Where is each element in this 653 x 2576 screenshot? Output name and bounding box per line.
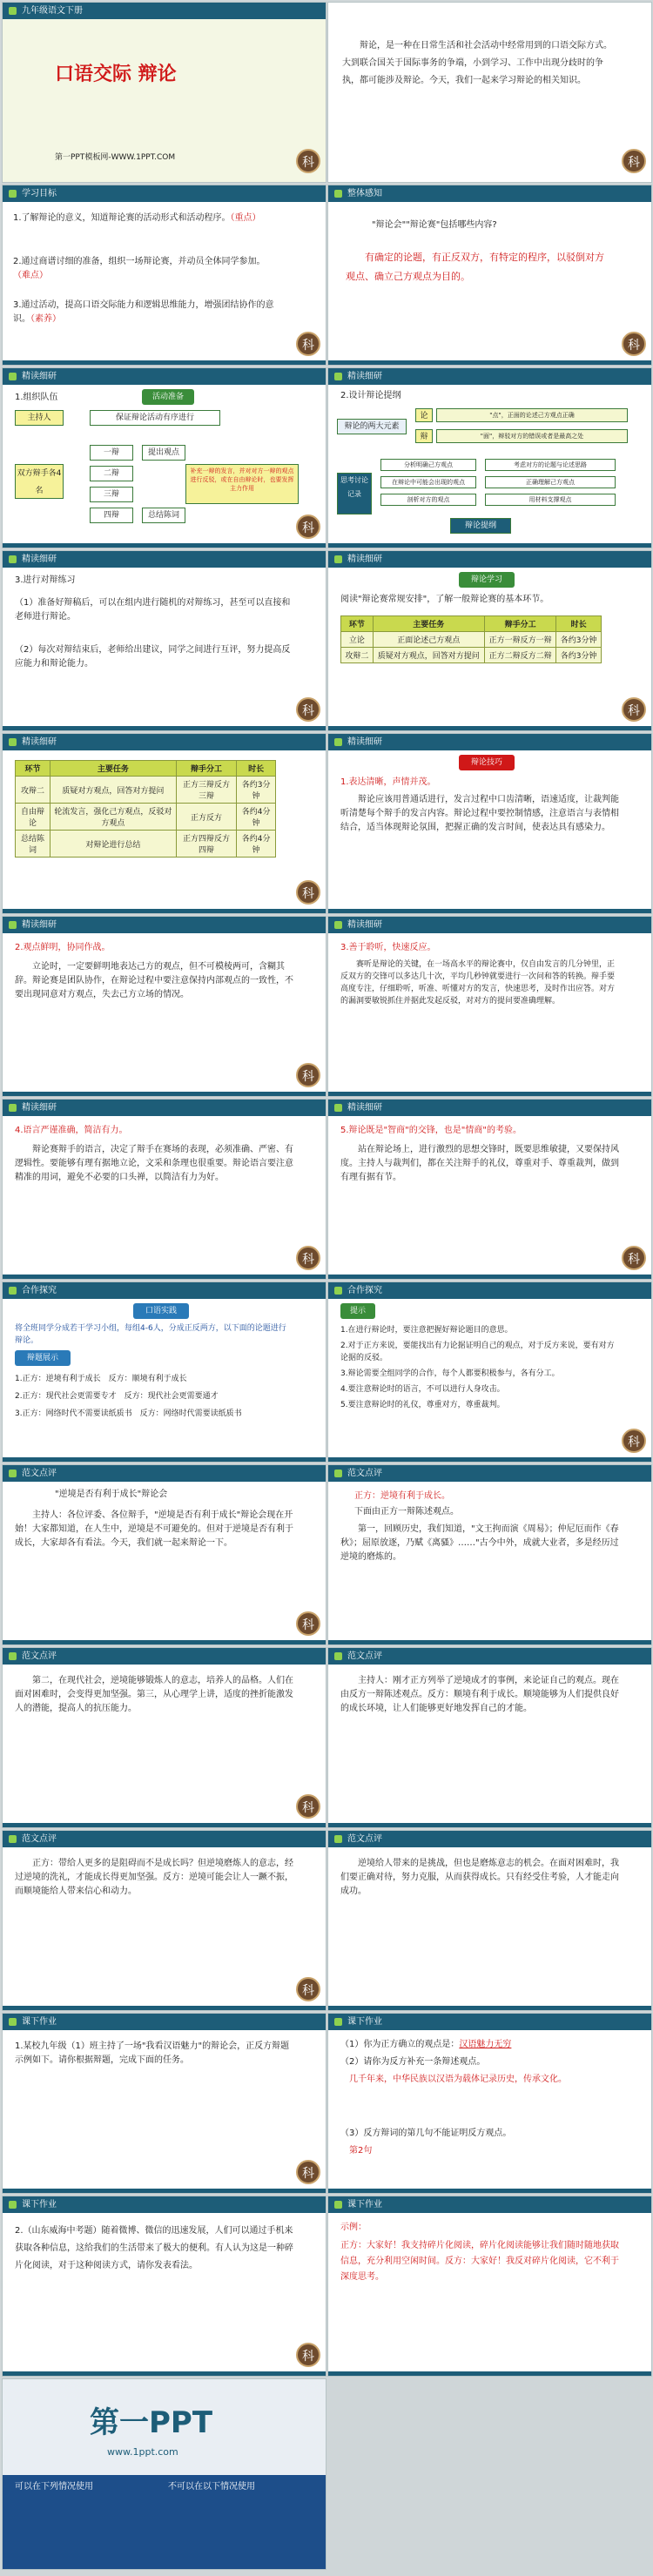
col-header: 主要任务: [50, 761, 177, 777]
hw-q3: （3）反方辩词的第几句不能证明反方观点。: [340, 2129, 512, 2138]
explore-intro: 将全班同学分成若干学习小组，每组4-6人，分成正反两方，以下面的论题进行辩论。: [15, 1324, 286, 1345]
skill-text: 立论时，一定要鲜明地表达己方的观点，但不可模棱两可，含糊其辞。辩论赛是团队协作，在辩论过程中要注意保持内部观点的一致性，不要出现同意对方观点，失去己方立场的情况。: [15, 962, 293, 999]
hw-a2: 几千年来，中华民族以汉语为载体记录历史，传承文化。: [349, 2075, 567, 2084]
slide-header: 精读细研: [328, 1100, 651, 1116]
seal-icon: 科: [296, 2343, 320, 2367]
site-url: 第一PPT模板网-WWW.1PPT.COM: [55, 153, 176, 162]
col-header: 环节: [341, 616, 374, 632]
tips-tag: 提示: [340, 1303, 375, 1319]
example-text: 第二，在现代社会，逆境能够锻炼人的意志，培养人的品格。人们在面对困难时，会变得更加坚强。第三，从心理学上讲，适度的挫折能激发人的潜能，提高人的抗压能力。: [15, 1676, 293, 1713]
slide-rules-2[interactable]: [2, 733, 326, 914]
overview-answer: 有确定的论题，有正反双方，有特定的程序，以驳倒对方观点、确立己方观点为目的。: [346, 252, 604, 282]
slide-header: 范文点评: [3, 1465, 326, 1482]
table-row: [341, 648, 602, 663]
table-cell: 自由辩论: [16, 804, 50, 831]
r2-desc: "面"，辩驳对方的错误或者是最高之处: [436, 429, 628, 443]
slide-header: 范文点评: [328, 1465, 651, 1482]
section-tag: 口语实践: [133, 1303, 189, 1319]
skill-title: 3.善于聆听，快速反应。: [340, 943, 436, 952]
table-cell: 质疑对方观点，回答对方提问: [50, 777, 177, 804]
section-title: 1.组织队伍: [15, 393, 58, 402]
slide-header: 精读细研: [328, 368, 651, 385]
example-pro: 正方：逆境有利于成长。: [354, 1491, 450, 1501]
debater-4: 四辩: [90, 508, 133, 523]
slide-goals[interactable]: [2, 185, 326, 366]
hw-q2: （2）请你为反方补充一条辩述观点。: [340, 2057, 486, 2067]
tip-5: 5.要注意辩论时的礼仪，尊重对方，尊重裁判。: [340, 1401, 505, 1409]
l5-box: 剖析对方的观点: [380, 494, 476, 506]
col-header: 主要任务: [373, 616, 484, 632]
debater-1: 一辩: [90, 445, 133, 461]
table-cell: 对辩论进行总结: [50, 831, 177, 858]
seal-icon: 科: [296, 149, 320, 173]
slide-header: 整体感知: [328, 185, 651, 202]
slide-example-6[interactable]: [327, 1830, 652, 2011]
col-header: 辩手分工: [176, 761, 236, 777]
slide-footer-bar: [3, 543, 326, 548]
l3-box: 在辩论中可能会出现的观点: [380, 476, 476, 488]
table-row: [16, 804, 276, 831]
example-text: 逆境给人带来的是挑战，但也是磨炼意志的机会。在面对困难时，我们要正确对待，努力克服，从而获得成长。只有经受住考验，人才能走向成功。: [340, 1859, 619, 1896]
goal-3: 3.通过活动，提高口语交际能力和逻辑思维能力，增强团结协作的意识。（素养）: [13, 300, 274, 324]
example-text: 主持人：各位评委、各位辩手，"逆境是否有利于成长"辩论会现在开始！大家都知道，在人生中，逆境是不可避免的。但对于逆境是否有利于成长，大家却各有看法。今天，我们就一起来辩论一下。: [15, 1510, 293, 1548]
slide-footer-bar: [328, 1640, 651, 1644]
seal-icon: 科: [622, 149, 646, 173]
homework-text: 1.某校九年级（1）班主持了一场"我看汉语魅力"的辩论会，正反方辩题示例如下。请你根据辩题，完成下面的任务。: [15, 2041, 290, 2065]
slide-header: 精读细研: [328, 734, 651, 750]
slide-brand[interactable]: [2, 2378, 326, 2570]
slide-homework-2[interactable]: [327, 2013, 652, 2194]
table-cell: 正方一辩反方一辩: [484, 632, 555, 648]
debate-topic-1: 1.正方：逆境有利于成长 反方：顺境有利于成长: [15, 1375, 187, 1383]
hw-a3: 第2句: [349, 2146, 373, 2156]
section-title: 2.设计辩论提纲: [340, 391, 401, 400]
slide-header: 精读细研: [328, 917, 651, 933]
tip-2: 2.对于正方来说，要能找出有力论据证明自己的观点，对于反方来说，要有对方论据的反驳。: [340, 1342, 615, 1362]
skill-text: 辩论赛辩手的语言，决定了辩手在赛场的表现，必须准确、严密、有逻辑性。要能够有理有据地立论，文采和条理也很重要。辩论语言要注意精准的用词，避免不必要的口头禅，以简洁有力为好。: [15, 1145, 293, 1182]
table-cell: 攻辩二: [16, 777, 50, 804]
seal-icon: 科: [296, 1063, 320, 1087]
slide-header: 范文点评: [3, 1831, 326, 1847]
intro-text: 辩论，是一种在日常生活和社会活动中经常用到的口语交际方式。大到联合国关于国际事务的争端，小到学习、工作中出现分歧时的争执，都可能涉及辩论。今天，我们一起来学习辩论的相关知识。: [342, 41, 612, 85]
col-header: 辩手分工: [484, 616, 555, 632]
section-title: 3.进行对辩练习: [15, 575, 76, 585]
slide-skill-1[interactable]: [327, 733, 652, 914]
slide-header: 课下作业: [3, 2014, 326, 2030]
table-row: [341, 632, 602, 648]
example-text: 第一，回顾历史，我们知道，"文王拘而演《周易》；仲尼厄而作《春秋》；屈原放逐，乃赋《离骚》……"古今中外，成就大业者，多是经历过逆境的磨炼的。: [340, 1524, 619, 1562]
brand-logo: 第一PPT: [90, 2405, 213, 2440]
slide-footer-bar: [328, 1823, 651, 1827]
l2-box: 考虑对方的论题与论述思路: [485, 459, 616, 471]
slide-footer-bar: [328, 2189, 651, 2193]
seal-icon: 科: [296, 697, 320, 722]
slide-intro[interactable]: [327, 2, 652, 183]
table-cell: 正方四辩反方四辩: [176, 831, 236, 858]
table-cell: 总结陈词: [16, 831, 50, 858]
team-box: 双方辩手各4名: [15, 464, 64, 499]
col-header: 环节: [16, 761, 50, 777]
blank-area: [327, 2378, 652, 2570]
table-cell: 各约3分钟: [556, 648, 602, 663]
slide-footer-bar: [3, 2371, 326, 2376]
slide-header: 精读细研: [3, 1100, 326, 1116]
l6-box: 用材料支撑观点: [485, 494, 616, 506]
hw-q1: （1）你为正方确立的观点是：汉语魅力无穷: [340, 2040, 512, 2049]
rules-table: [340, 615, 602, 663]
slide-header: 范文点评: [328, 1831, 651, 1847]
slide-footer-bar: [328, 2006, 651, 2010]
skill-title: 4.语言严谨准确，简洁有力。: [15, 1126, 128, 1135]
slide-header: 精读细研: [3, 917, 326, 933]
slide-footer-bar: [328, 543, 651, 548]
slide-skill-3[interactable]: [327, 916, 652, 1097]
example-text: 主持人：刚才正方列举了逆境成才的事例，来论证自己的观点。现在由反方一辩陈述观点。反方：顺境有利于成长。顺境能够为人们提供良好的成长环境，让人们能够更好地发挥自己的才能。: [340, 1676, 619, 1713]
slide-outline[interactable]: [327, 367, 652, 548]
seal-icon: 科: [622, 1246, 646, 1270]
activity-tag: 活动准备: [142, 389, 194, 405]
seal-icon: 科: [296, 1611, 320, 1636]
seal-icon: 科: [296, 1246, 320, 1270]
slide-rules[interactable]: [327, 550, 652, 731]
debate-topic-2: 2.正方：现代社会更需要专才 反方：现代社会更需要通才: [15, 1392, 219, 1401]
outline-box: 辩论提纲: [450, 518, 511, 534]
table-cell: 攻辩二: [341, 648, 374, 663]
hw-a1: 汉语魅力无穷: [459, 2040, 512, 2049]
table-cell: 正方二辩反方二辩: [484, 648, 555, 663]
table-cell: 立论: [341, 632, 374, 648]
host-desc: 保证辩论活动有序进行: [90, 410, 220, 426]
seal-icon: 科: [296, 1794, 320, 1819]
slide-example-1[interactable]: [2, 1464, 326, 1645]
slide-overview[interactable]: [327, 185, 652, 366]
tip-1: 1.在进行辩论时，要注意把握好辩论题目的意思。: [340, 1326, 513, 1335]
overview-question: "辩论会""辩论赛"包括哪些内容?: [372, 220, 497, 230]
table-cell: 各约4分钟: [237, 804, 276, 831]
slide-header: 精读细研: [3, 551, 326, 568]
practice-p1: （1）准备好辩稿后，可以在组内进行随机的对辩练习，甚至可以直接和老师进行辩论。: [15, 598, 291, 622]
slide-header: 九年级语文下册: [3, 3, 326, 19]
debate-topic-3: 3.正方：网络时代不需要读纸质书 反方：网络时代需要读纸质书: [15, 1409, 242, 1418]
slide-header: 学习目标: [3, 185, 326, 202]
section-tag: 辩论技巧: [459, 755, 515, 770]
seal-icon: 科: [296, 1977, 320, 2001]
slide-footer-bar: [328, 909, 651, 913]
table-cell: 正面论述己方观点: [373, 632, 484, 648]
lesson-title: 口语交际 辩论: [55, 64, 177, 85]
debater-1-role: 提出观点: [142, 445, 185, 461]
seal-icon: 科: [622, 697, 646, 722]
seal-icon: 科: [622, 1429, 646, 1453]
slide-skill-5[interactable]: [327, 1099, 652, 1280]
col-header: 时长: [237, 761, 276, 777]
slide-example-2[interactable]: [327, 1464, 652, 1645]
footer-panel: [3, 2475, 326, 2570]
slide-tips[interactable]: [327, 1281, 652, 1463]
slide-header: 精读细研: [3, 734, 326, 750]
slide-header: 课下作业: [328, 2014, 651, 2030]
section-tag: 辩论学习: [459, 572, 515, 588]
seal-icon: 科: [296, 332, 320, 356]
homework-example: 正方：大家好！我支持碎片化阅读，碎片化阅读能够让我们随时随地获取信息，充分利用空闲时间。反方：大家好！我反对碎片化阅读，它不利于深度思考。: [340, 2241, 619, 2282]
skill-title: 2.观点鲜明，协同作战。: [15, 943, 111, 952]
host-box: 主持人: [15, 410, 64, 426]
table-cell: 各约4分钟: [237, 831, 276, 858]
disallowed-title: 不可以在以下情况使用: [168, 2482, 255, 2492]
table-cell: 正方三辩反方三辩: [176, 777, 236, 804]
slide-homework-4[interactable]: [327, 2196, 652, 2377]
slide-footer-bar: [3, 1640, 326, 1644]
example-sub: 下面由正方一辩陈述观点。: [354, 1507, 459, 1517]
slide-footer-bar: [328, 360, 651, 365]
seal-icon: 科: [296, 2160, 320, 2184]
goal-2: 2.通过商谱讨细的准备，组织一场辩论赛，并动员全体同学参加。（难点）: [13, 257, 266, 280]
slide-footer-bar: [3, 2189, 326, 2193]
debater-4-role: 总结陈词: [142, 508, 185, 523]
slide-footer-bar: [3, 2006, 326, 2010]
example-label: 示例：: [340, 2223, 367, 2232]
r2-box: 辩: [415, 429, 433, 443]
table-cell: 质疑对方观点，回答对方提问: [373, 648, 484, 663]
slide-header: 范文点评: [3, 1648, 326, 1665]
slide-header: 范文点评: [328, 1648, 651, 1665]
skill-title: 1.表达清晰，声情并茂。: [340, 777, 436, 787]
col-header: 时长: [556, 616, 602, 632]
debater-23-role: 补充一辩的发言，并对对方一辩的观点进行反驳，或在自由辩论时，也要发挥主力作用: [185, 464, 299, 504]
slide-skill-2[interactable]: [2, 916, 326, 1097]
slide-explore[interactable]: [2, 1281, 326, 1463]
slide-footer-bar: [3, 909, 326, 913]
allowed-title: 可以在下列情况使用: [15, 2482, 93, 2492]
slide-example-4[interactable]: [327, 1647, 652, 1828]
example-title: "逆境是否有利于成长"辩论会: [55, 1490, 168, 1499]
slide-header: 合作探究: [3, 1282, 326, 1299]
slide-footer-bar: [328, 1275, 651, 1279]
topic-tag: 辩题展示: [15, 1350, 71, 1366]
brand-site: www.1ppt.com: [107, 2446, 178, 2458]
slide-practice[interactable]: [2, 550, 326, 731]
skill-text: 赛听是辩论的关键，在一场高水平的辩论赛中，仅自由发言的几分钟里，正反双方的交锋可以多达几十次，平均几秒钟就要进行一次问和答的转换。辩手要高度专注，仔细聆听，听准、听懂对方的发言，快速思考，及时作出应答。对方的漏洞要敏锐抓住并据此发起反驳，对对方的提问要准确理解。: [340, 960, 616, 1006]
slide-footer-bar: [3, 1823, 326, 1827]
goal-1: 1.了解辩论的意义，知道辩论赛的活动形式和活动程序。（重点）: [13, 213, 261, 223]
slide-skill-4[interactable]: [2, 1099, 326, 1280]
practice-p2: （2）每次对辩结束后，老师给出建议，同学之间进行互评，努力提高反应能力和辩论能力。: [15, 645, 291, 669]
rules-intro: 阅读"辩论赛常规安排"，了解一般辩论赛的基本环节。: [340, 595, 549, 604]
r1-desc: "点"，正面的论述己方观点正确: [436, 408, 628, 422]
l4-box: 正确理解己方观点: [485, 476, 616, 488]
homework-text: 2.（山东威海中考题）随着微博、微信的迅速发展，人们可以通过手机来获取各种信息，这给我们的生活带来了极大的便利。有人认为这是一种碎片化阅读，对于这种阅读方式，请你发表看法。: [15, 2226, 293, 2270]
table-cell: 正方反方: [176, 804, 236, 831]
slide-footer-bar: [3, 1092, 326, 1096]
slide-header: 精读细研: [3, 368, 326, 385]
left-box: 思考讨论记录: [337, 473, 372, 515]
slide-header: 课下作业: [328, 2196, 651, 2213]
debater-3: 三辩: [90, 487, 133, 502]
slide-footer-bar: [328, 2371, 651, 2376]
seal-icon: 科: [296, 515, 320, 539]
slide-footer-bar: [328, 726, 651, 730]
debater-2: 二辩: [90, 466, 133, 481]
slide-homework-3[interactable]: [2, 2196, 326, 2377]
slide-footer-bar: [3, 360, 326, 365]
tip-4: 4.要注意辩论时的语言，不可以进行人身攻击。: [340, 1385, 505, 1394]
tip-3: 3.辩论需要全组同学的合作，每个人都要积极参与，各有分工。: [340, 1369, 560, 1378]
table-row: [16, 831, 276, 858]
slide-title[interactable]: [2, 2, 326, 183]
table-cell: 轮流发言，强化己方观点，反驳对方观点: [50, 804, 177, 831]
slide-header: 合作探究: [328, 1282, 651, 1299]
slide-team[interactable]: [2, 367, 326, 548]
slide-header: 课下作业: [3, 2196, 326, 2213]
slide-footer-bar: [3, 1457, 326, 1462]
rules-table: [15, 760, 276, 858]
seal-icon: 科: [296, 880, 320, 905]
center-box: 辩论的两大元素: [337, 419, 407, 434]
slide-footer-bar: [3, 726, 326, 730]
slide-footer-bar: [328, 1457, 651, 1462]
example-text: 正方：带给人更多的是阻碍而不是成长吗？但逆境磨炼人的意志，经过逆境的洗礼，才能成长得更加坚强。反方：逆境可能会让人一蹶不振，而顺境能给人带来信心和动力。: [15, 1859, 293, 1896]
table-row: [16, 777, 276, 804]
slide-homework-1[interactable]: [2, 2013, 326, 2194]
skill-text: 站在辩论场上，进行激烈的思想交锋时，既要思维敏捷，又要保持风度。主持人与裁判们，都在关注辩手的礼仪，尊重对手、尊重裁判，做到有理有据有节。: [340, 1145, 619, 1182]
slide-footer-bar: [328, 1092, 651, 1096]
seal-icon: 科: [622, 332, 646, 356]
table-cell: 各约3分钟: [556, 632, 602, 648]
r1-box: 论: [415, 408, 433, 422]
slide-example-5[interactable]: [2, 1830, 326, 2011]
slide-example-3[interactable]: [2, 1647, 326, 1828]
skill-title: 5.辩论既是"智商"的交锋，也是"情商"的考验。: [340, 1126, 522, 1135]
l1-box: 分析明确己方观点: [380, 459, 476, 471]
slide-footer-bar: [3, 1275, 326, 1279]
skill-text: 辩论应该用普通话进行，发言过程中口齿清晰，语速适度，让裁判能听清楚每个辩手的发言内容。辩论过程中要控制情感，注意语言与表情相结合，适当体现辩论氛围，把握正确的发言时间，使表达具有感染力。: [340, 795, 619, 832]
slide-header: 精读细研: [328, 551, 651, 568]
table-cell: 各约3分钟: [237, 777, 276, 804]
